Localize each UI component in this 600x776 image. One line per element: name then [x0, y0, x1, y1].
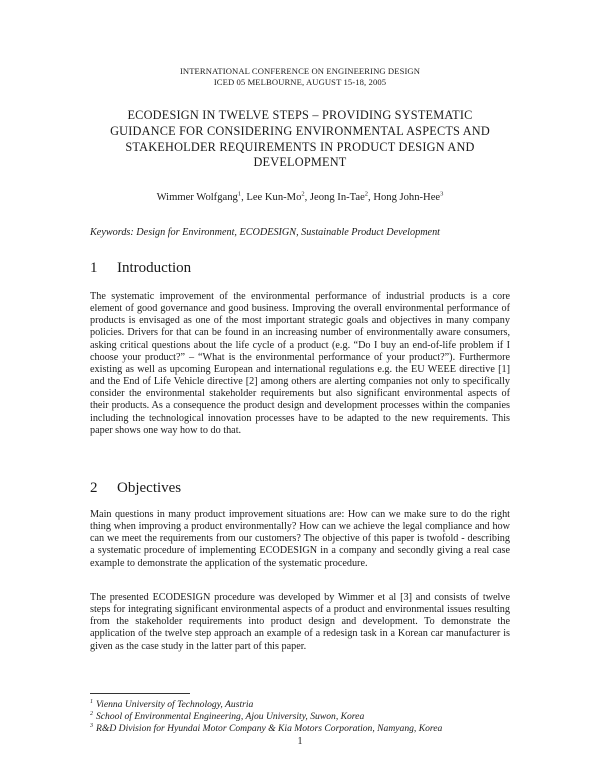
author: Lee Kun-Mo$^2$, — [246, 190, 310, 203]
affiliation-mark: 3 — [440, 190, 444, 197]
paper-title: ECODESIGN IN TWELVE STEPS – PROVIDING SYSTEMATIC GUIDANCE FOR CONSIDERING ENVIRONMENTAL ASPECTS AND STAKEHOLDER REQUIREMENTS IN PRODUCT DESIGN AND DEVELOPMENT — [110, 108, 490, 170]
section-heading-introduction — [90, 260, 191, 277]
footnote-mark: 2 — [90, 711, 93, 717]
affiliation-mark: 2 — [364, 190, 369, 197]
footnote: $^2$ School of Environmental Engineering, Ajou University, Suwon, Korea — [90, 711, 365, 723]
page-number: 1 — [297, 736, 303, 747]
author: Jeong In-Tae$^2$, — [309, 190, 374, 203]
author: Wimmer Wolfgang$^1$, — [156, 190, 247, 203]
keywords: Keywords: Design for Environment, ECODESIGN, Sustainable Product Development — [90, 227, 440, 238]
section-title: Introduction — [117, 260, 192, 276]
footnote-mark: 1 — [90, 699, 93, 705]
section-number: 1 — [90, 260, 98, 276]
author-list — [0, 190, 600, 203]
section-heading-objectives — [90, 480, 181, 497]
author: Hong John-Hee$^3$ — [373, 190, 444, 203]
affiliation-mark: 2 — [301, 190, 305, 197]
section-number: 2 — [90, 480, 98, 496]
section-title: Objectives — [117, 480, 182, 496]
conference-name: INTERNATIONAL CONFERENCE ON ENGINEERING DESIGN — [179, 66, 421, 76]
footnote: $^3$ R&D Division for Hyundai Motor Company & Kia Motors Corporation, Namyang, Korea — [90, 723, 443, 735]
affiliation-mark: 1 — [237, 190, 242, 197]
footnote-mark: 3 — [90, 723, 93, 729]
objectives-paragraph: The presented ECODESIGN procedure was developed by Wimmer et al [3] and consists of twelve steps for integrating significant environmental aspects of a product and environmental issues resulting from the stakeholder requirements into product design and development. To demonstrate the application of the twelve step approach an example of a redesign task in a Korean car manufacturer is given as the case study in the latter part of this paper. — [90, 592, 510, 652]
conference-event: ICED 05 MELBOURNE, AUGUST 15-18, 2005 — [213, 77, 387, 87]
objectives-paragraph: Main questions in many product improvement situations are: How can we make sure to do the right thing when improving a product environmentally? How can we achieve the legal compliance and how can we meet the requirements from our customers? The objective of this paper is twofold - describing a systematic procedure of implementing ECODESIGN in a company and secondly giving a real case example to demonstrate the application of the systematic procedure. — [90, 509, 510, 569]
footnote: $^1$ Vienna University of Technology, Austria — [90, 699, 254, 711]
footnote-divider — [90, 693, 190, 694]
introduction-paragraph: The systematic improvement of the environmental performance of industrial products is a core element of good governance and good business. Improving the overall environmental performance of products is envisaged as one of the most important strategic goals and objectives in many company policies. Drivers for that can be found in an increasing number of environmentally aware consumers, asking critical questions about the life cycle of a product (e.g. “Do I buy an end-of-life problem if I choose your product?” – “What is the environmental performance of your product?”). Furthermore existing as well as upcoming European and international regulations e.g. the EU WEEE directive [1] and the End of Life Vehicle directive [2] among others are alerting companies not only to specifically consider the environmental stakeholder requirements but also significant environmental aspects of their products. As a consequence the product design and development processes within the companies including the technological innovation processes have to be adapted to the new requirements. This paper shows one way how to do that. — [90, 291, 510, 436]
